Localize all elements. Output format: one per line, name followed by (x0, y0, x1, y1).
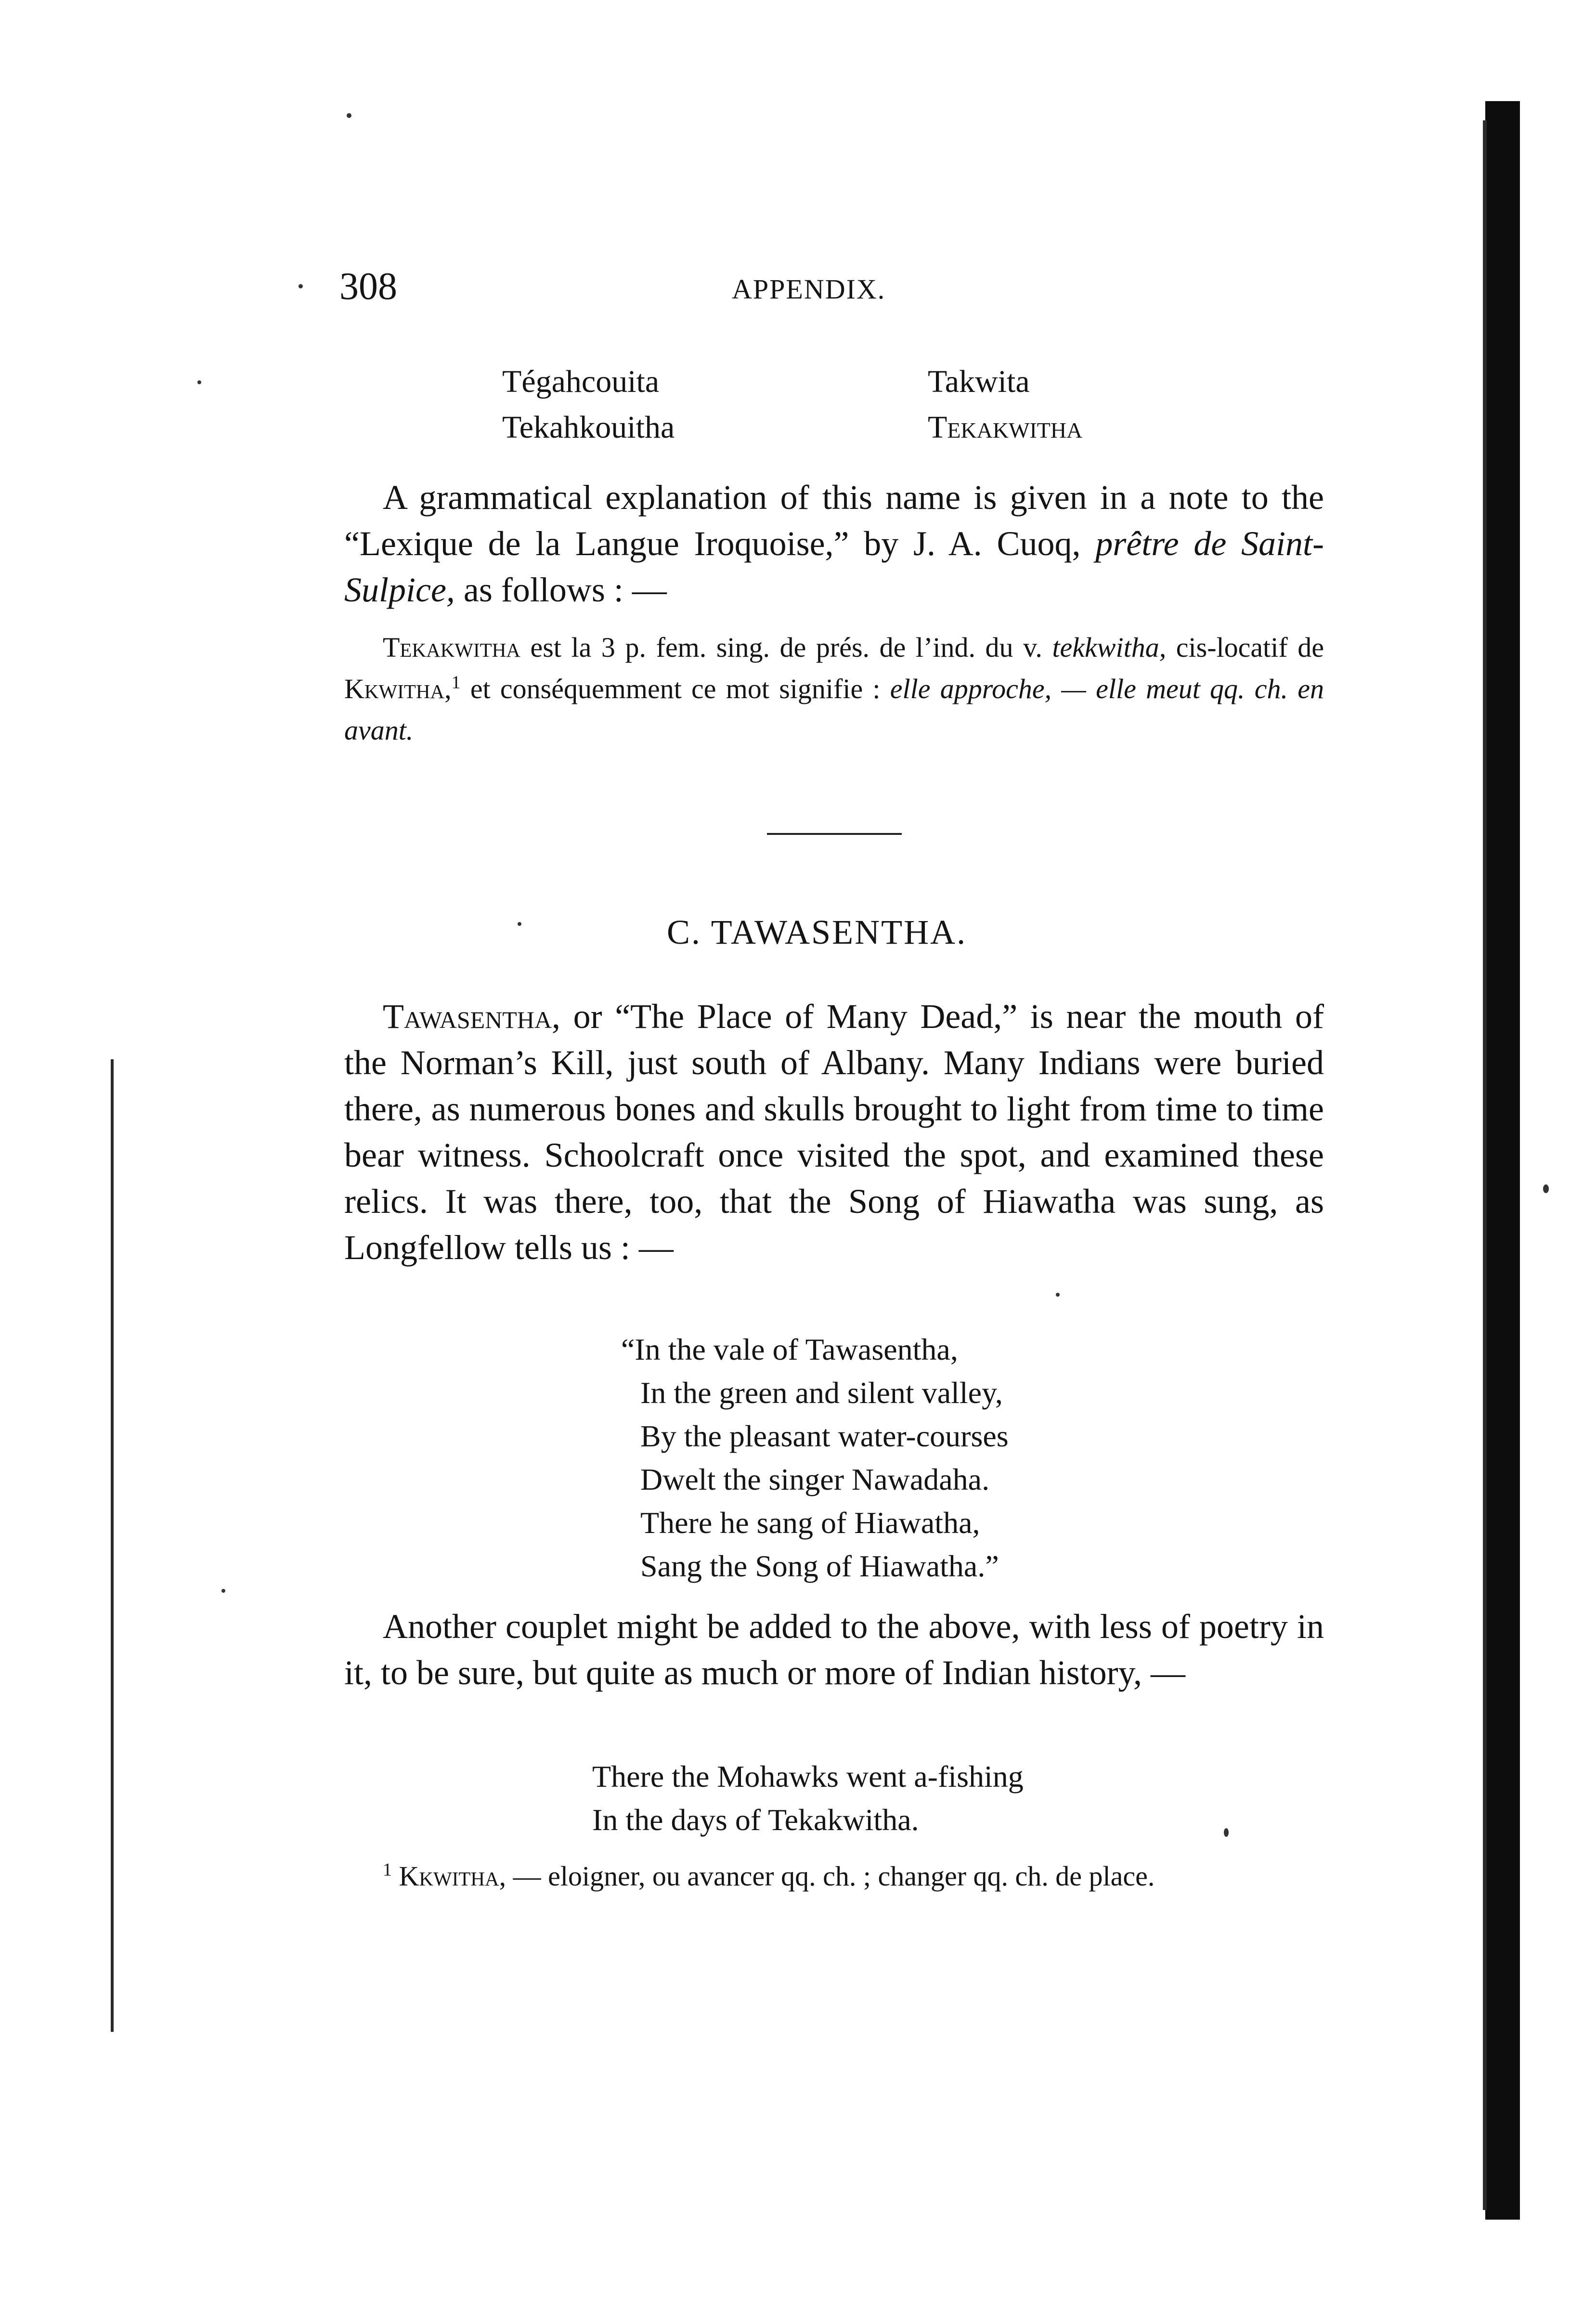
scan-speck (1056, 1293, 1060, 1297)
scan-speck (1543, 1184, 1549, 1193)
paragraph-term: Tawasentha, (383, 997, 561, 1036)
binding-edge-shadow (1485, 101, 1520, 2220)
name-variant: Tégahcouita (502, 364, 660, 399)
note-term: Tekakwitha (383, 632, 520, 663)
note-text: est la 3 p. fem. sing. de prés. de l’ind. du v. (520, 632, 1052, 663)
paragraph-tawasentha (344, 993, 1324, 1271)
binding-edge-line (1483, 120, 1487, 2210)
couplet (592, 1755, 1024, 1842)
running-title: APPENDIX. (732, 273, 886, 305)
scan-speck (298, 284, 303, 288)
scan-speck (197, 380, 201, 384)
footnote-marker: 1 (383, 1859, 392, 1880)
paragraph-couplet: Another couplet might be added to the above, with less of poetry in it, to be sure, but quite as much or more of Indian history, — (344, 1607, 1324, 1692)
name-variants-left (502, 359, 675, 450)
paragraph-text: A grammatical explanation of this name is given in a note to the “Lexique de la Langue Iroquoise,” by J. A. Cuoq, (344, 478, 1324, 563)
footnote-reference: 1 (451, 672, 461, 693)
scan-speck (518, 922, 521, 926)
verse-line: “In the vale of Tawasentha, (621, 1332, 958, 1366)
name-variant: Tekakwitha (928, 410, 1083, 445)
name-variants-right (928, 359, 1082, 450)
name-variant: Tekahkouitha (502, 410, 675, 445)
note-term: Kkwitha, (344, 673, 452, 704)
note-italic: elle approche, — elle meut qq. ch. en avant. (344, 673, 1324, 746)
verse-line: By the pleasant water-courses (640, 1419, 1009, 1453)
footnote (344, 1856, 1324, 1897)
note-italic: tekkwitha, (1052, 632, 1167, 663)
verse-line: Dwelt the singer Nawadaha. (640, 1462, 990, 1496)
left-margin-rule (111, 1059, 114, 2032)
page-number: 308 (339, 265, 397, 308)
paragraph-lexique (344, 474, 1324, 613)
verse-line: There he sang of Hiawatha, (640, 1506, 980, 1540)
name-variant: Takwita (928, 364, 1030, 399)
section-divider (767, 833, 902, 835)
section-heading: C. TAWASENTHA. (667, 913, 967, 951)
note-text: cis-locatif de (1166, 632, 1324, 663)
footnote-term: Kkwitha, (399, 1860, 506, 1892)
verse-line: Sang the Song of Hiawatha.” (640, 1549, 999, 1583)
paragraph-text: or “The Place of Many Dead,” is near the mouth of the Norman’s Kill, just south of Albany. Many Indians were buried there, as numerous bones and skulls brought to light from time to time bear witness. Schoolcraft once visited the spot, and examined these relics. It was there, too, that the Song of Hiawatha was sung, as Longfellow tells us : — (344, 997, 1324, 1267)
verse-line: In the days of Tekakwitha. (592, 1803, 919, 1837)
paragraph-italic: prêtre de Saint-Sulpice, (344, 524, 1324, 609)
scan-speck (347, 113, 351, 118)
verse-line: In the green and silent valley, (640, 1376, 1003, 1410)
paragraph-text: as follows : — (454, 571, 667, 609)
footnote-text: — eloigner, ou avancer qq. ch. ; changer qq. ch. de place. (506, 1860, 1155, 1892)
verse-quotation (621, 1328, 1009, 1588)
note-text: et conséquemment ce mot signifie : (460, 673, 890, 704)
scan-speck (1224, 1828, 1229, 1837)
quoted-note (344, 627, 1324, 751)
verse-line: There the Mohawks went a-fishing (592, 1759, 1024, 1794)
scan-speck (221, 1589, 225, 1593)
